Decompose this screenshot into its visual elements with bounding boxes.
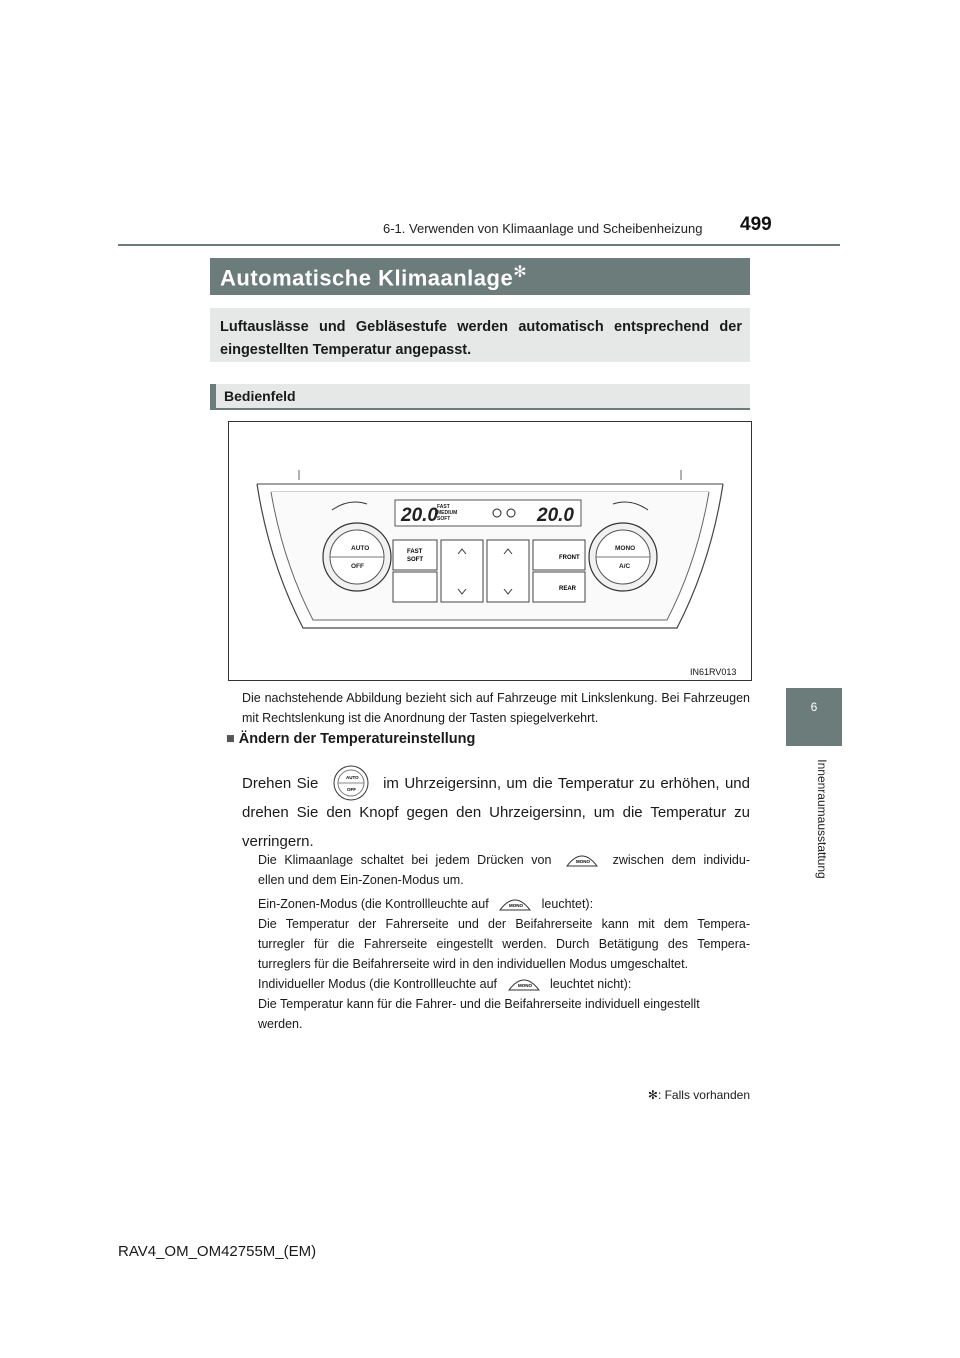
single-note-line-1 — [258, 894, 750, 914]
display-fan-fast: FAST — [437, 504, 450, 510]
soft-button-label: SOFT — [407, 557, 423, 563]
knob-ac-label: A/C — [619, 563, 631, 570]
mono-button-icon — [507, 974, 541, 992]
footnote-asterisk: ✻ — [647, 1088, 658, 1102]
knob-icon-auto: AUTO — [345, 775, 359, 781]
page-title — [220, 262, 527, 291]
individual-note-line-1 — [258, 974, 750, 994]
paragraph-line-1 — [242, 770, 750, 799]
paragraph-line-2: drehen Sie den Knopf gegen den Uhrzeigersinn, um die Temperatur zu — [242, 804, 750, 821]
mono-note-line-2: ellen und dem Ein-Zonen-Modus um. — [258, 873, 464, 887]
control-panel-figure — [228, 421, 752, 681]
figure-code: IN61RV013 — [690, 667, 737, 677]
mono-note-before: Die Klimaanlage schaltet bei jedem Drücken von — [258, 853, 552, 867]
knob-icon-off: OFF — [346, 787, 356, 793]
single-note-line-2: Die Temperatur der Fahrerseite und der Beifahrerseite kann mit dem Tempera- — [258, 917, 750, 931]
chapter-tab-number: 6 — [810, 700, 818, 714]
bullet-square-icon: ■ — [226, 731, 235, 747]
individual-note-line-2: Die Temperatur kann für die Fahrer- und die Beifahrerseite individuell eingestellt — [258, 997, 700, 1011]
temperature-paragraph — [242, 770, 750, 857]
single-note-line-3: turregler für die Fahrerseite eingestellt werden. Durch Betätigung des Tempera- — [258, 937, 750, 951]
mono-icon-label: MONO — [509, 902, 524, 908]
chapter-tab-label: Innenraumausstattung — [815, 759, 829, 879]
mono-icon-label: MONO — [576, 858, 591, 864]
mono-button-icon — [498, 894, 532, 912]
single-zone-note — [258, 894, 750, 974]
mono-note-line-1 — [258, 850, 750, 870]
single-note-after: leuchtet): — [541, 897, 594, 911]
bullet-heading — [226, 731, 475, 747]
paragraph-line-1-after: im Uhrzeigersinn, um die Temperatur zu erhöhen, und — [383, 775, 750, 792]
control-panel-illustration — [229, 422, 751, 680]
display-left-temp: 20.0 — [401, 505, 438, 526]
knob-mono-label: MONO — [615, 545, 636, 552]
mono-icon-label: MONO — [517, 982, 532, 988]
individual-note-before: Individueller Modus (die Kontrollleuchte auf — [258, 977, 498, 991]
paragraph-line-1-before: Drehen Sie — [242, 775, 319, 792]
paragraph-line-3: verringern. — [242, 833, 314, 850]
individual-note-after: leuchtet nicht): — [550, 977, 632, 991]
chapter-tab — [786, 688, 842, 746]
fast-button-label: FAST — [407, 549, 423, 555]
page-title-text: Automatische Klimaanlage — [220, 265, 514, 291]
mono-toggle-note — [258, 850, 750, 890]
orientation-note: Die nachstehende Abbildung bezieht sich auf Fahrzeuge mit Linkslenkung. Bei Fahrzeugen mit Rechtslenkung ist die Anordnung der Tasten spiegelverkehrt. — [242, 691, 750, 725]
individual-mode-note — [258, 974, 750, 1034]
footnote — [560, 1088, 750, 1102]
rear-button-label: REAR — [559, 586, 577, 592]
front-button-label: FRONT — [559, 555, 580, 561]
title-asterisk: ✻ — [513, 264, 528, 281]
single-note-before: Ein-Zonen-Modus (die Kontrollleuchte auf — [258, 897, 489, 911]
knob-off-label: OFF — [351, 563, 364, 570]
intro-text: Luftauslässe und Gebläsestufe werden automatisch entsprechend der eingestellten Temperatur angepasst. — [220, 319, 742, 358]
display-fan-soft: SOFT — [437, 516, 451, 522]
manual-code: RAV4_OM_OM42755M_(EM) — [118, 1243, 317, 1260]
page-number: 499 — [740, 214, 772, 235]
mono-note-after: zwischen dem individu- — [612, 853, 750, 867]
running-header-section: 6-1. Verwenden von Klimaanlage und Scheibenheizung — [383, 221, 703, 236]
knob-auto-label: AUTO — [351, 545, 370, 552]
mono-button-icon — [565, 850, 599, 868]
header-rule — [118, 244, 840, 246]
section-heading-accent — [210, 384, 216, 408]
individual-note-line-3: werden. — [258, 1017, 303, 1031]
auto-off-knob-icon — [332, 764, 370, 802]
display-fan-medium: MEDIUM — [437, 510, 458, 516]
bullet-heading-text: Ändern der Temperatureinstellung — [238, 731, 476, 747]
section-heading: Bedienfeld — [224, 388, 296, 404]
footnote-text: : Falls vorhanden — [657, 1088, 750, 1102]
single-note-line-4: turreglers für die Beifahrerseite wird in den individuellen Modus umgeschaltet. — [258, 957, 689, 971]
display-right-temp: 20.0 — [537, 505, 574, 526]
